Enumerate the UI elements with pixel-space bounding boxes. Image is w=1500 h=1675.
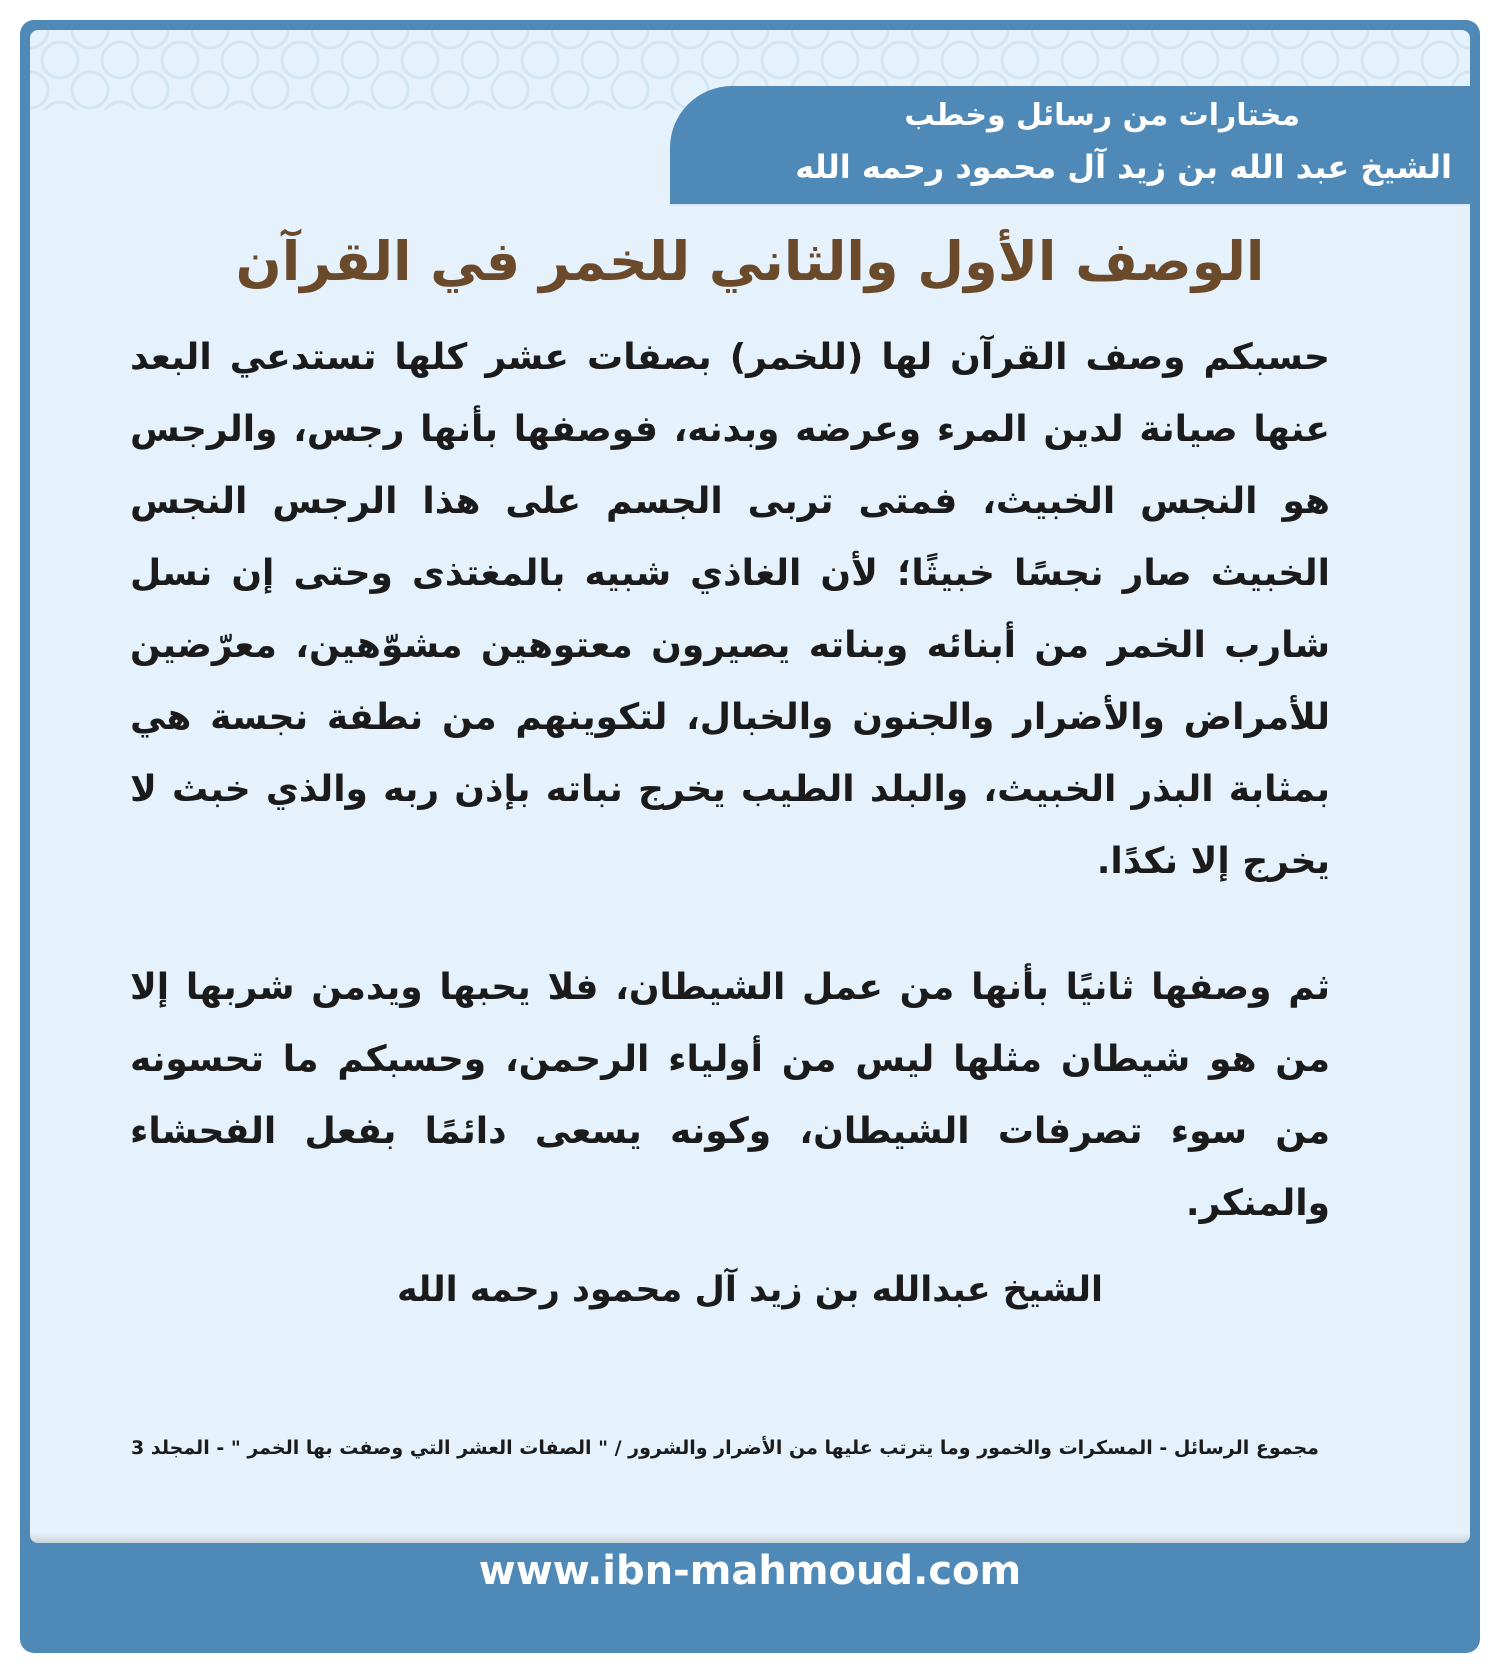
header-series-title: مختارات من رسائل وخطب bbox=[904, 98, 1300, 133]
paragraph-1: حسبكم وصف القرآن لها (للخمر) بصفات عشر كلها تستدعي البعد عنها صيانة لدين المرء وعرضه وبدنه، فوصفها بأنها رجس، والرجس هو النجس الخبيث، فمتى تربى الجسم على هذا الرجس النجس الخبيث صار نجسًا خبيثًا؛ لأن الغاذي شبيه بالمغتذى وحتى إن نسل شارب الخمر من أبنائه وبناته يصيرون معتوهين مشوّهين، معرّضين للأمراض والأضرار والجنون والخبال، لتكوينهم من نطفة نجسة هي بمثابة البذر الخبيث، والبلد الطيب يخرج نباته بإذن ربه والذي خبث لا يخرج إلا نكدًا. bbox=[130, 337, 1330, 882]
paragraph-2: ثم وصفها ثانيًا بأنها من عمل الشيطان، فلا يحبها ويدمن شربها إلا من هو شيطان مثلها ليس من أولياء الرحمن، وحسبكم ما تحسونه من سوء تصرفات الشيطان، وكونه يسعى دائمًا بفعل الفحشاء والمنكر. bbox=[130, 967, 1330, 1224]
page-title: الوصف الأول والثاني للخمر في القرآن bbox=[235, 230, 1265, 293]
content-card bbox=[30, 30, 1470, 1543]
card-bottom-shade bbox=[30, 1533, 1470, 1543]
header-author-name: الشيخ عبد الله بن زيد آل محمود رحمه الله bbox=[795, 148, 1452, 186]
footer-website-url[interactable]: www.ibn-mahmoud.com bbox=[478, 1548, 1022, 1594]
source-citation: مجموع الرسائل - المسكرات والخمور وما يترتب عليها من الأضرار والشرور / " الصفات العشر التي وصفت بها الخمر " - المجلد 3 bbox=[131, 1437, 1319, 1459]
page-frame bbox=[20, 20, 1480, 1653]
author-signature: الشيخ عبدالله بن زيد آل محمود رحمه الله bbox=[396, 1270, 1104, 1310]
